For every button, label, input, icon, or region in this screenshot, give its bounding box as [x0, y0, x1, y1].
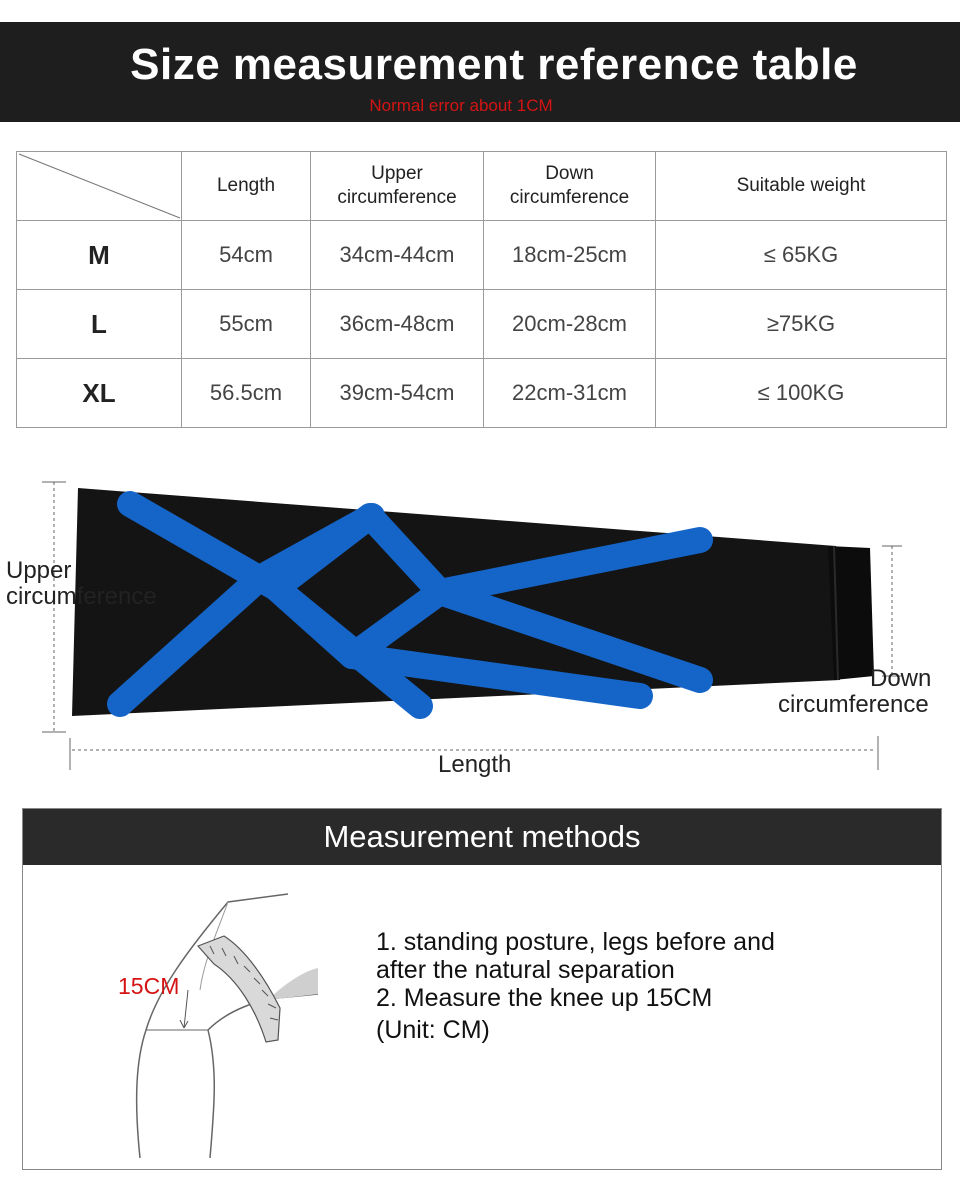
- length-label: Length: [438, 751, 512, 778]
- step-1-line-2: after the natural separation: [376, 956, 675, 984]
- knee-15cm-label: 15CM: [118, 973, 180, 999]
- upper-cell: 34cm-44cm: [311, 221, 484, 290]
- knee-illustration: [118, 890, 318, 1160]
- table-row-l: [17, 290, 947, 359]
- length-cell: 56.5cm: [182, 359, 311, 428]
- column-header-upper: Upper circumference: [311, 152, 484, 221]
- table-row-xl: [17, 359, 947, 428]
- diagonal-divider: [17, 152, 182, 220]
- step-1-line-1: 1. standing posture, legs before and: [376, 928, 775, 956]
- error-note: Normal error about 1CM: [369, 96, 553, 115]
- weight-cell: ≤ 65KG: [656, 221, 947, 290]
- sleeve-illustration: [0, 470, 960, 790]
- down-cell: 22cm-31cm: [484, 359, 656, 428]
- length-cell: 55cm: [182, 290, 311, 359]
- size-table: [16, 151, 947, 428]
- column-header-weight: Suitable weight: [656, 152, 947, 221]
- size-label: M: [17, 221, 182, 290]
- size-label: XL: [17, 359, 182, 428]
- upper-cell: 36cm-48cm: [311, 290, 484, 359]
- length-cell: 54cm: [182, 221, 311, 290]
- upper-circumference-label: Upper circumference: [6, 557, 157, 610]
- measurement-steps: [376, 928, 775, 1044]
- size-label: L: [17, 290, 182, 359]
- down-cell: 20cm-28cm: [484, 290, 656, 359]
- unit-note: (Unit: CM): [376, 1016, 490, 1044]
- table-row-m: [17, 221, 947, 290]
- step-2: 2. Measure the knee up 15CM: [376, 984, 713, 1012]
- sleeve-diagram: [0, 470, 960, 790]
- upper-cell: 39cm-54cm: [311, 359, 484, 428]
- column-header-length: Length: [182, 152, 311, 221]
- down-cell: 18cm-25cm: [484, 221, 656, 290]
- methods-title: Measurement methods: [23, 809, 941, 865]
- corner-cell: [17, 152, 182, 221]
- page-title: Size measurement reference table: [130, 40, 858, 89]
- column-header-down: Down circumference: [484, 152, 656, 221]
- down-circumference-label: Down circumference: [778, 665, 932, 718]
- weight-cell: ≥75KG: [656, 290, 947, 359]
- weight-cell: ≤ 100KG: [656, 359, 947, 428]
- table-header-row: [17, 152, 947, 221]
